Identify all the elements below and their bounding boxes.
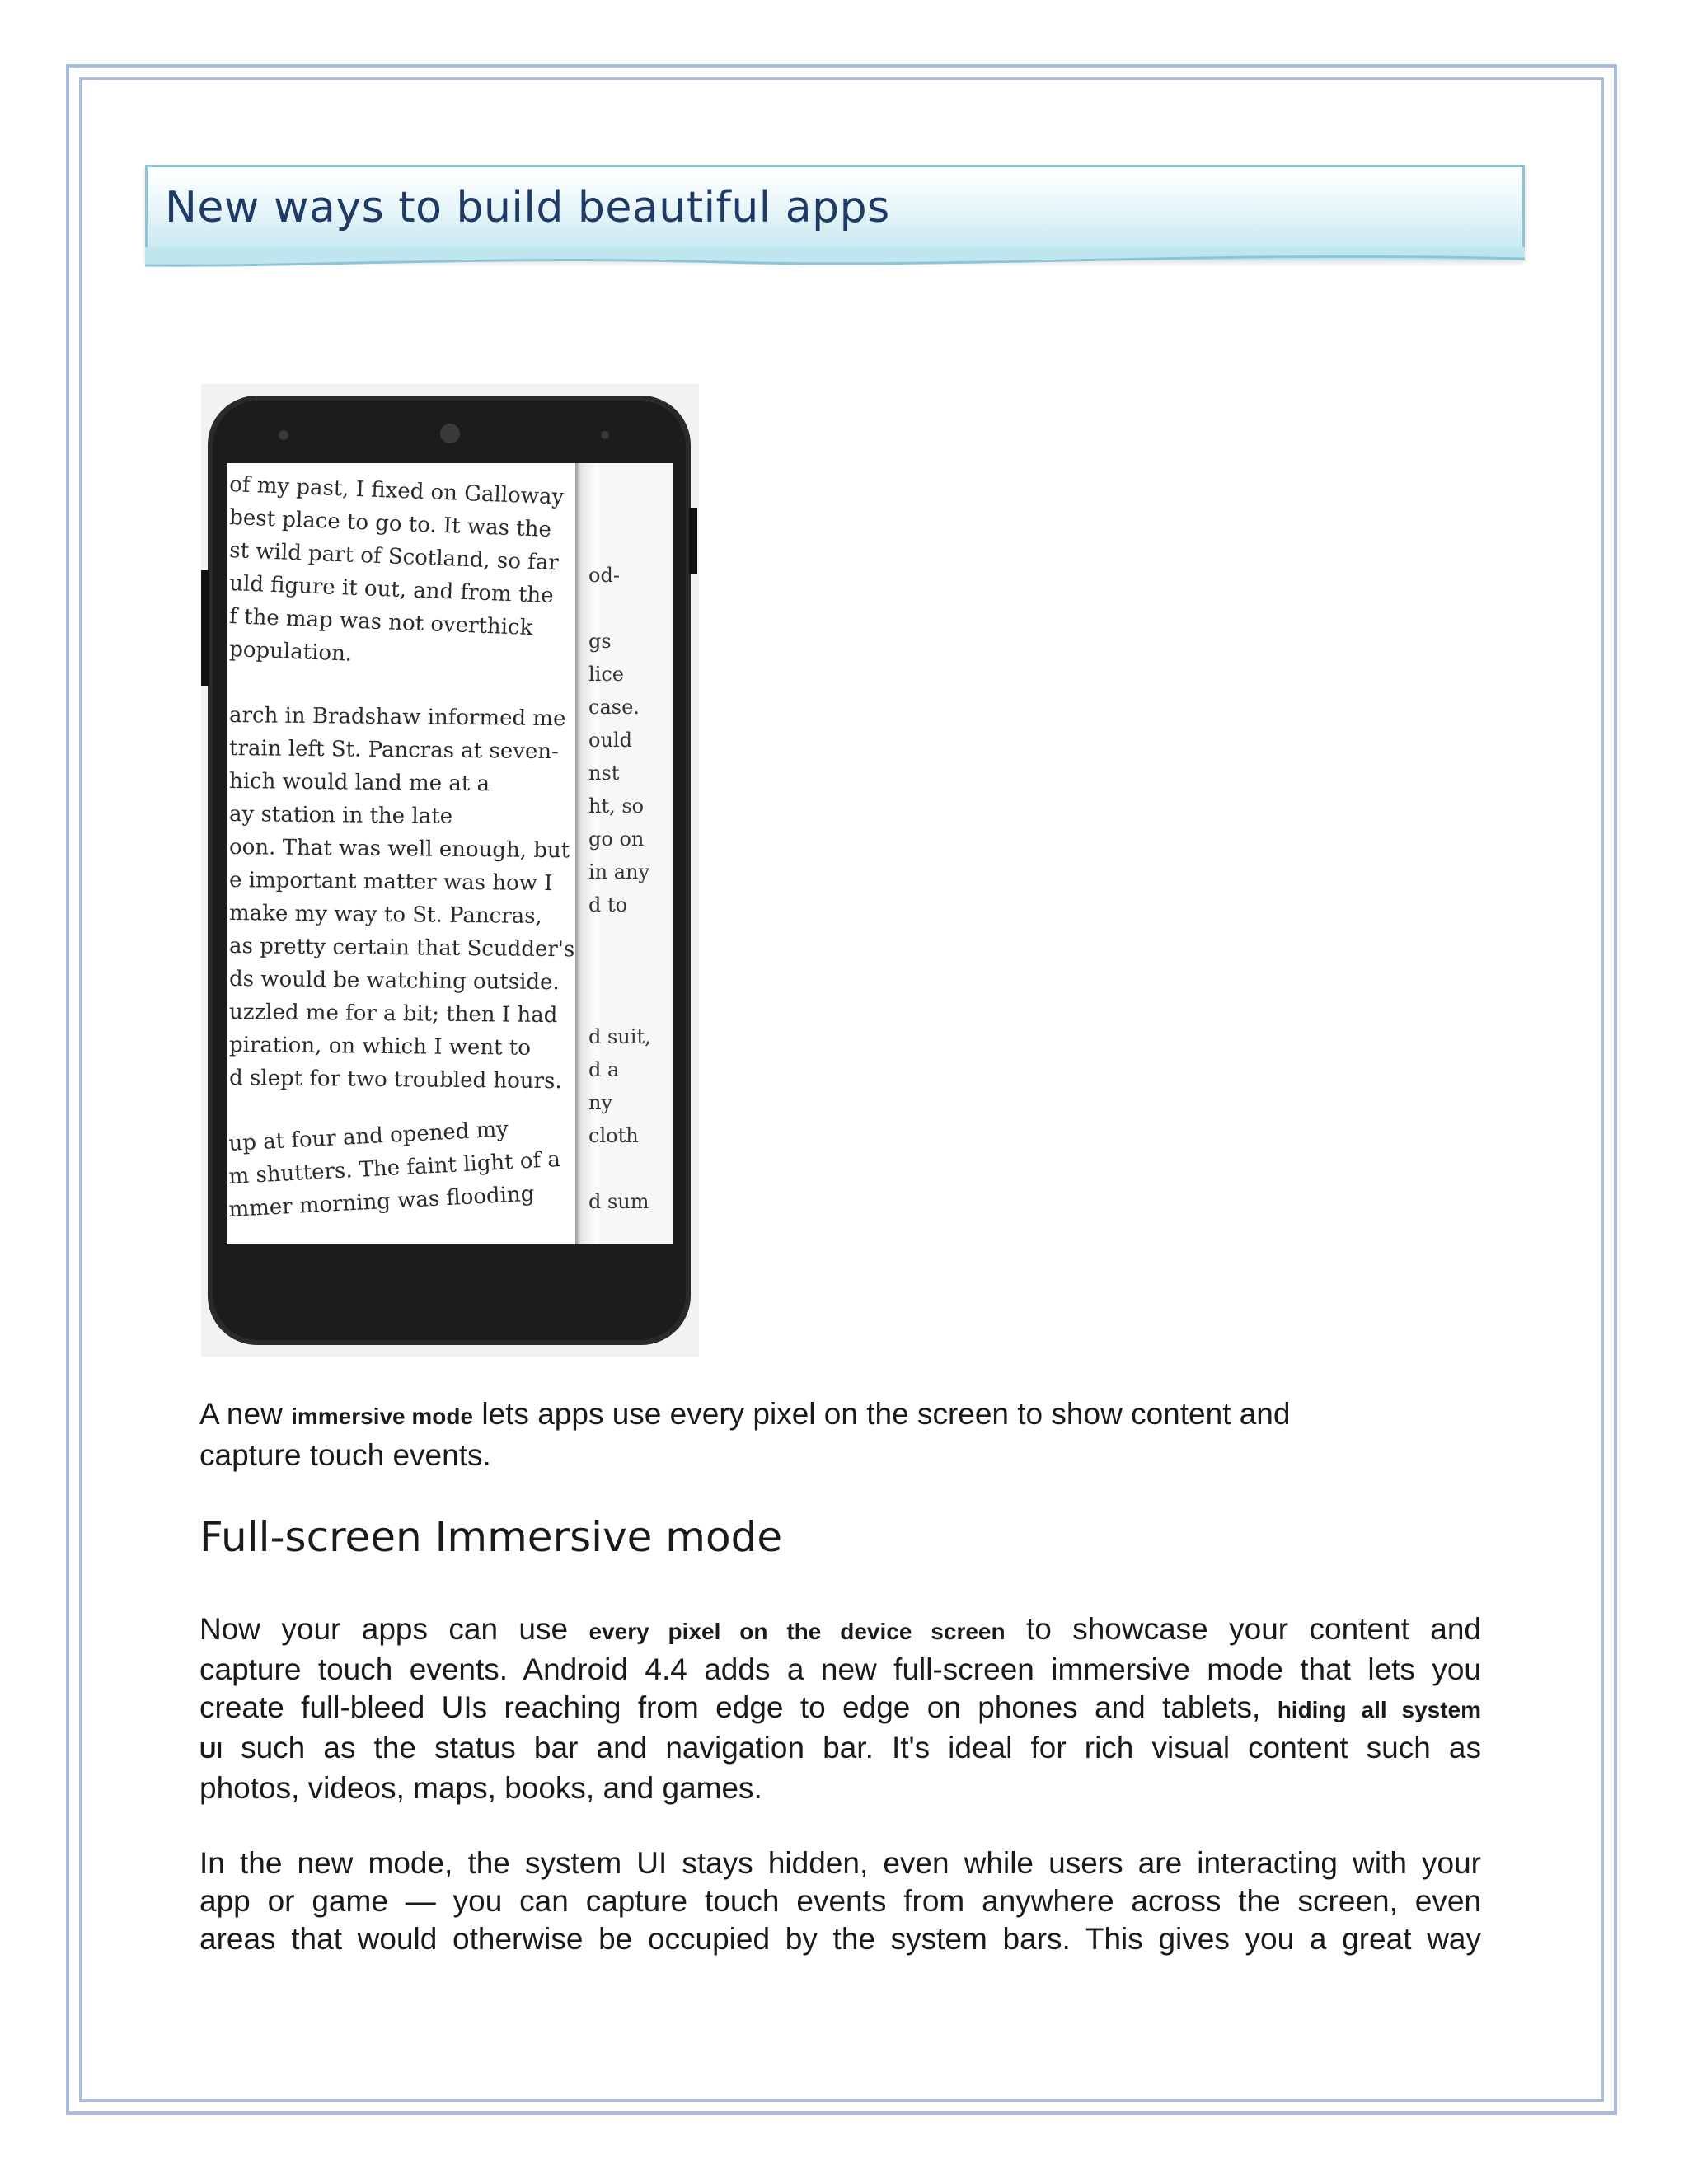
left-page-line: f the map was not overthick — [228, 604, 533, 641]
right-page-line: cloth — [588, 1124, 639, 1147]
left-page-line: best place to go to. It was the — [228, 505, 552, 542]
left-page-line: of my past, I fixed on Galloway — [228, 472, 565, 510]
paragraph-2-line-2: app or game — you can capture touch events from anywhere across the screen, even — [199, 1884, 1481, 1918]
phone-side-button-right — [689, 508, 697, 574]
left-page-line: oon. That was well enough, but — [228, 835, 570, 864]
right-page-line: lice — [588, 663, 624, 686]
banner-wave-bottom — [145, 247, 1525, 280]
left-page-line: make my way to St. Pancras, — [228, 901, 542, 929]
right-page-line: d suit, — [588, 1025, 651, 1048]
page-title: New ways to build beautiful apps — [165, 183, 890, 232]
left-page-line: mmer morning was flooding — [227, 1181, 536, 1222]
right-page-line: d a — [588, 1058, 620, 1081]
left-page-line: st wild part of Scotland, so far — [228, 538, 560, 576]
left-page-line: ds would be watching outside. — [228, 967, 560, 996]
paragraph-1-line-5: photos, videos, maps, books, and games. — [199, 1771, 762, 1805]
right-page-line: in any — [588, 860, 650, 883]
left-page-line: m shutters. The faint light of a — [227, 1146, 561, 1189]
left-page-line: piration, on which I went to — [228, 1033, 532, 1061]
text-run: to showcase your content and — [1005, 1612, 1482, 1646]
caption-text-before: A new — [199, 1397, 292, 1431]
right-page-line: ould — [588, 729, 632, 752]
right-page-line: nst — [588, 762, 620, 785]
paragraph-2-line-1: In the new mode, the system UI stays hidden, even while users are interacting with your — [199, 1846, 1481, 1880]
paragraph-1-line-1 — [199, 1610, 1481, 1651]
section-heading: Full-screen Immersive mode — [199, 1513, 783, 1561]
left-page-line: as pretty certain that Scudder's — [228, 934, 575, 963]
left-page-line: ay station in the late — [228, 802, 453, 829]
phone-camera-icon — [440, 424, 460, 443]
emphasis-run: every pixel on the device screen — [588, 1619, 1006, 1644]
right-page-line: od- — [588, 564, 620, 587]
paragraph-1-line-3 — [199, 1689, 1481, 1729]
paragraph-2 — [199, 1844, 1493, 1958]
left-page-line: hich would land me at a — [228, 769, 490, 797]
text-run: create full-bleed UIs reaching from edge to edge on phones and tablets, — [199, 1690, 1278, 1724]
left-page-line: e important matter was how I — [228, 868, 553, 897]
right-page-line: case. — [588, 696, 640, 719]
right-page-line: ny — [588, 1091, 613, 1114]
left-page-line: arch in Bradshaw informed me — [228, 703, 566, 732]
text-run: Now your apps can use — [199, 1612, 589, 1646]
phone-illustration — [201, 384, 699, 1357]
left-page-line: uld figure it out, and from the — [228, 571, 555, 609]
left-page-line: d slept for two troubled hours. — [228, 1066, 562, 1094]
right-page-line: d sum — [588, 1190, 649, 1213]
caption-line-2: capture touch events. — [199, 1438, 491, 1472]
text-run: such as the status bar and navigation bar. It's ideal for rich visual content such as — [223, 1731, 1481, 1765]
right-page-line: ht, so — [588, 794, 645, 818]
right-page-line: d to — [588, 893, 628, 916]
paragraph-1-line-2: capture touch events. Android 4.4 adds a new full-screen immersive mode that lets you — [199, 1652, 1481, 1686]
paragraph-1-line-4 — [199, 1729, 1481, 1769]
right-page-line: go on — [588, 827, 645, 851]
emphasis-run: hiding all system — [1277, 1697, 1482, 1722]
paragraph-1 — [199, 1610, 1493, 1807]
phone-side-button-left — [201, 570, 209, 686]
phone-sensor — [279, 430, 288, 440]
phone-figure — [201, 384, 699, 1357]
emphasis-run: UI — [199, 1737, 223, 1763]
caption-emphasis: immersive mode — [291, 1404, 474, 1429]
left-page-line: up at four and opened my — [227, 1117, 509, 1156]
figure-caption — [199, 1394, 1485, 1474]
left-page-line: uzzled me for a bit; then I had — [228, 1000, 558, 1029]
left-page-line: population. — [228, 637, 353, 667]
caption-text-after: lets apps use every pixel on the screen to show content and — [473, 1397, 1291, 1431]
phone-speaker-dot — [601, 431, 609, 439]
right-page-line: gs — [588, 630, 612, 653]
left-page-line: train left St. Pancras at seven- — [228, 736, 559, 765]
paragraph-2-line-3: areas that would otherwise be occupied by the system bars. This gives you a great way — [199, 1922, 1481, 1956]
